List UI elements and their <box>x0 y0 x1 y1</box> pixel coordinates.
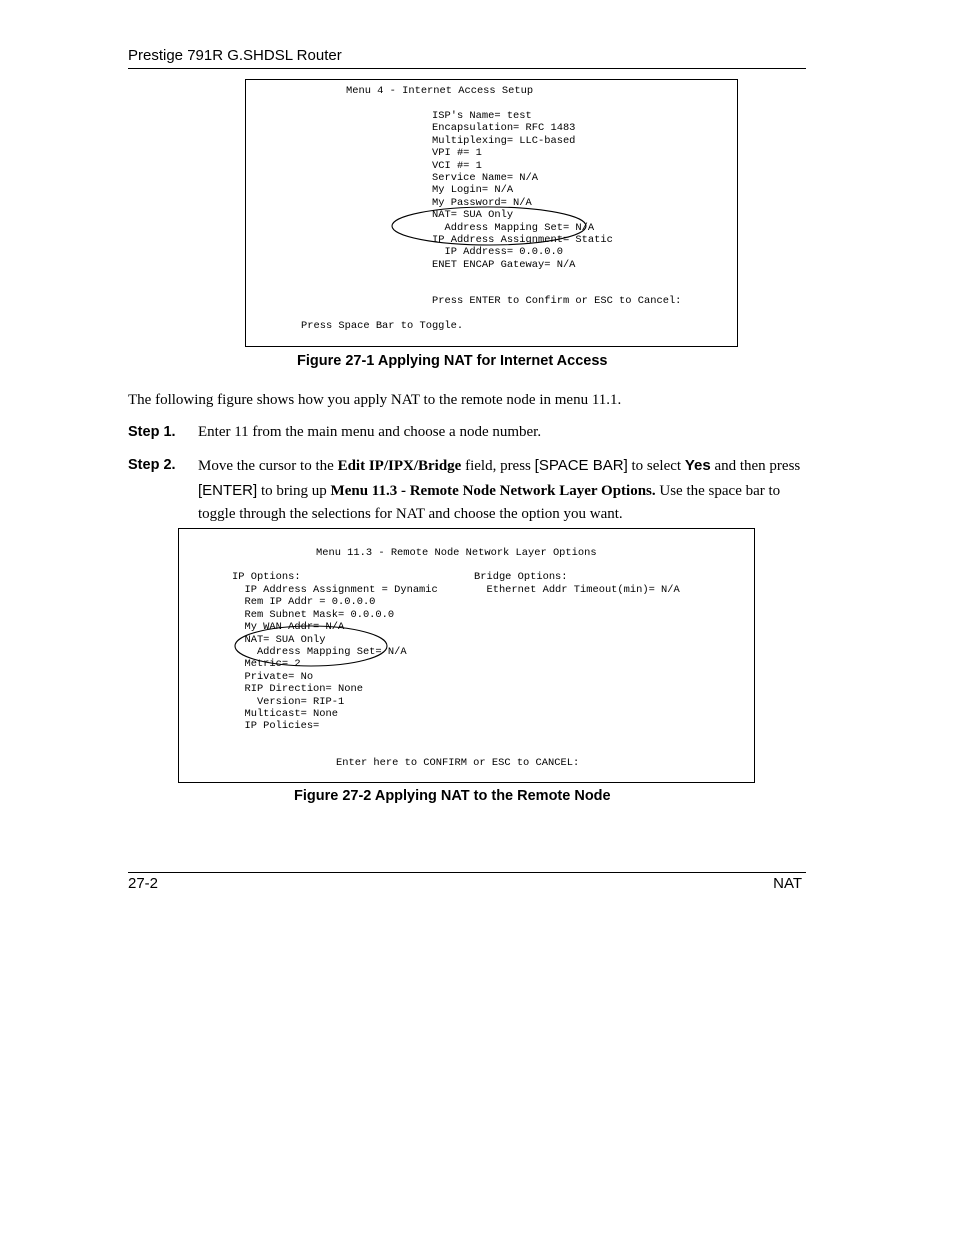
enter-key: [ENTER] <box>198 481 258 499</box>
ip-option-line: Address Mapping Set= N/A <box>232 646 407 659</box>
intro-paragraph: The following figure shows how you apply NAT to the remote node in menu 11.1. <box>128 392 622 408</box>
space-bar-key: [SPACE BAR] <box>534 457 628 474</box>
figure1-field-line: Service Name= N/A <box>432 172 539 185</box>
ip-option-line: Rem Subnet Mask= 0.0.0.0 <box>232 608 395 621</box>
bridge-options-list <box>474 584 680 596</box>
figure1-caption: Figure 27-1 Applying NAT for Internet Access <box>297 353 608 369</box>
ip-option-line: Multicast= None <box>232 708 339 721</box>
bridge-option-line: Ethernet Addr Timeout(min)= N/A <box>474 584 680 596</box>
page-number: 27-2 <box>128 875 159 892</box>
figure1-field-line: IP Address= 0.0.0.0 <box>432 246 563 259</box>
figure2-menu-title: Menu 11.3 - Remote Node Network Layer Options <box>316 547 597 559</box>
figure1-field-line: ENET ENCAP Gateway= N/A <box>432 258 576 271</box>
figure2-caption: Figure 27-2 Applying NAT to the Remote Node <box>294 788 611 804</box>
header-rule <box>128 68 806 69</box>
ip-option-line: IP Policies= <box>232 720 320 733</box>
figure1-nat-highlight-oval <box>390 206 590 246</box>
figure1-field-line: VCI #= 1 <box>432 159 482 172</box>
figure1-field-line: VPI #= 1 <box>432 147 482 160</box>
yes-value: Yes <box>684 457 711 474</box>
figure1-field-line: My Login= N/A <box>432 184 514 197</box>
figure1-field-line: Multiplexing= LLC-based <box>432 134 576 147</box>
section-name: NAT <box>773 875 802 892</box>
step2-text-part: field, press <box>461 458 535 474</box>
figure1-field-line: Address Mapping Set= N/A <box>432 221 595 234</box>
footer-rule <box>128 872 806 873</box>
ip-option-line: RIP Direction= None <box>232 683 363 696</box>
figure1-toggle-hint: Press Space Bar to Toggle. <box>301 320 464 332</box>
ip-option-line: Private= No <box>232 670 314 683</box>
ip-option-line: My WAN Addr= N/A <box>232 621 345 634</box>
ip-option-line: Metric= 2 <box>232 658 301 671</box>
step2-label: Step 2. <box>128 457 176 473</box>
step2-text <box>198 454 808 527</box>
step2-text-part: Use the space bar to toggle through the selections for NAT and choose the option you want. <box>198 482 781 522</box>
ip-option-line: Rem IP Addr = 0.0.0.0 <box>232 596 376 609</box>
figure1-field-line: My Password= N/A <box>432 196 532 209</box>
figure1-confirm-prompt: Press ENTER to Confirm or ESC to Cancel: <box>432 295 682 307</box>
figure1-field-line: ISP's Name= test <box>432 110 532 122</box>
step2-text-part: to bring up <box>257 482 331 499</box>
step2-text-part: Move the cursor to the <box>198 458 338 474</box>
bridge-options-heading: Bridge Options: <box>474 571 568 583</box>
figure2-nat-highlight-oval <box>233 624 391 668</box>
figure1-menu-title: Menu 4 - Internet Access Setup <box>346 85 534 97</box>
ip-options-heading: IP Options: <box>232 571 301 583</box>
figure2-confirm-prompt: Enter here to CONFIRM or ESC to CANCEL: <box>336 757 580 769</box>
menu-11-3-name: Menu 11.3 - Remote Node Network Layer Options. <box>330 482 656 499</box>
running-header: Prestige 791R G.SHDSL Router <box>128 47 342 64</box>
step1-text: Enter 11 from the main menu and choose a node number. <box>198 424 542 440</box>
ip-option-line: IP Address Assignment = Dynamic <box>232 584 438 596</box>
figure1-field-line: NAT= SUA Only <box>432 209 514 222</box>
step2-text-part: and then press <box>710 458 801 474</box>
ip-option-line: Version= RIP-1 <box>232 695 345 708</box>
step1-label: Step 1. <box>128 424 176 440</box>
edit-field-name: Edit IP/IPX/Bridge <box>337 458 462 474</box>
figure1-field-list <box>432 110 613 271</box>
figure1-field-line: IP Address Assignment= Static <box>432 234 613 247</box>
figure1-field-line: Encapsulation= RFC 1483 <box>432 122 576 135</box>
step2-text-part: to select <box>627 458 685 474</box>
ip-option-line: NAT= SUA Only <box>232 633 326 646</box>
